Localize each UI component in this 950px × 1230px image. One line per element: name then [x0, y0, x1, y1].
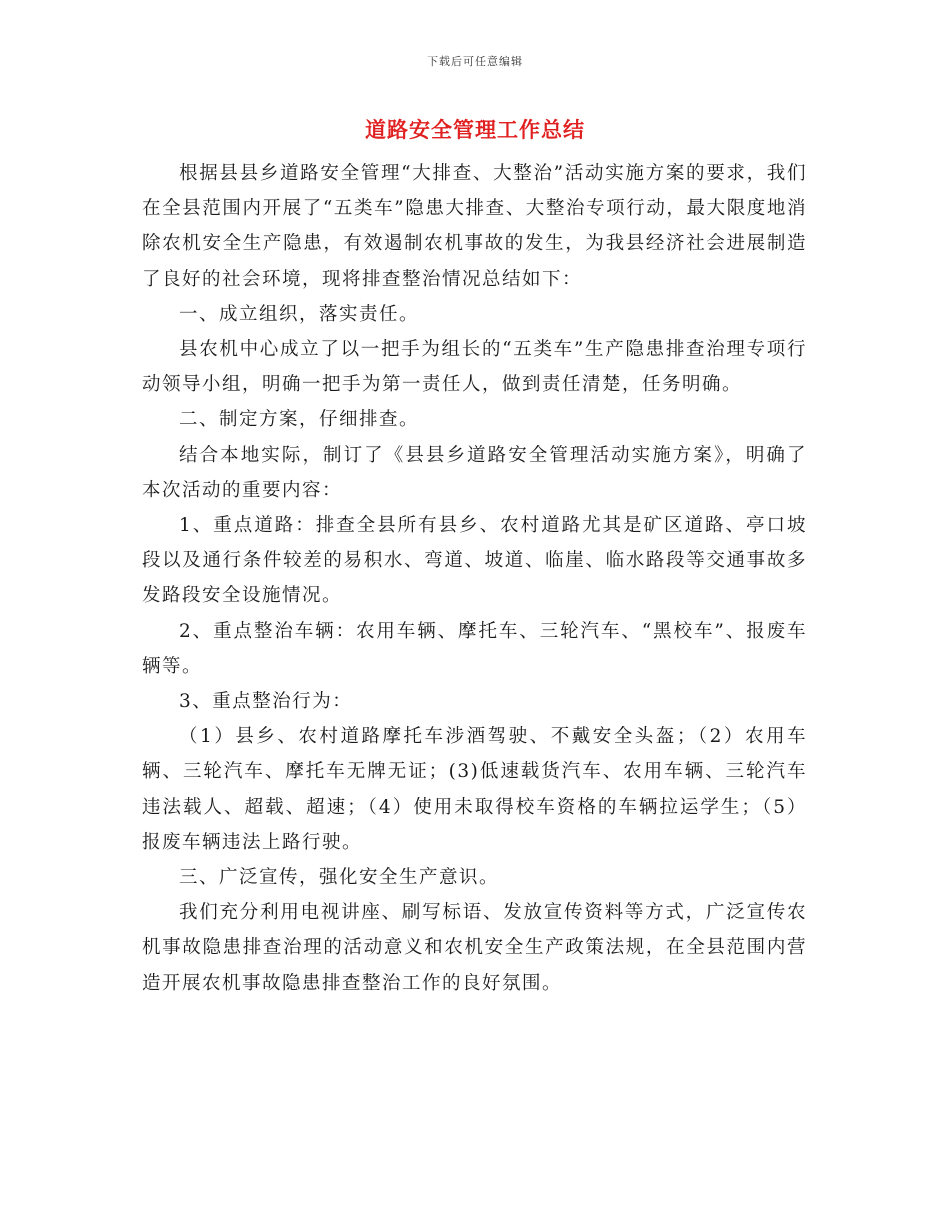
paragraph: 结合本地实际，制订了《县县乡道路安全管理活动实施方案》，明确了本次活动的重要内容：: [142, 444, 807, 501]
paragraph-behavior-details: （1）县乡、农村道路摩托车涉酒驾驶、不戴安全头盔；（2）农用车辆、三轮汽车、摩托车无牌无证；(3)低速载货汽车、农用车辆、三轮汽车违法载人、超载、超速；（4）使用未取得校车资格的车辆拉运学生；（5）报废车辆违法上路行驶。: [142, 726, 807, 853]
section-heading-2: 二、制定方案，仔细排查。: [179, 409, 420, 431]
paragraph: 县农机中心成立了以一把手为组长的“五类车”生产隐患排查治理专项行动领导小组，明确一把手为第一责任人，做到责任清楚，任务明确。: [142, 339, 807, 396]
section-heading-3: 三、广泛宣传，强化安全生产意识。: [179, 867, 500, 889]
document-title: 道路安全管理工作总结: [365, 117, 585, 142]
section-heading-1: 一、成立组织，落实责任。: [179, 303, 420, 325]
header-note: 下载后可任意编辑: [427, 55, 523, 68]
list-item-behaviors: 3、重点整治行为：: [179, 691, 353, 713]
list-item-roads: 1、重点道路：排查全县所有县乡、农村道路尤其是矿区道路、亭口坡段以及通行条件较差的易积水、弯道、坡道、临崖、临水路段等交通事故多发路段安全设施情况。: [142, 515, 807, 607]
document-body: [142, 156, 807, 1001]
paragraph: 我们充分利用电视讲座、刷写标语、发放宣传资料等方式，广泛宣传农机事故隐患排查治理的活动意义和农机安全生产政策法规，在全县范围内营造开展农机事故隐患排查整治工作的良好氛围。: [142, 902, 807, 994]
paragraph-intro: 根据县县乡道路安全管理“大排查、大整治”活动实施方案的要求，我们在全县范围内开展了“五类车”隐患大排查、大整治专项行动，最大限度地消除农机安全生产隐患，有效遏制农机事故的发生，为我县经济社会进展制造了良好的社会环境，现将排查整治情况总结如下：: [142, 163, 807, 290]
list-item-vehicles: 2、重点整治车辆：农用车辆、摩托车、三轮汽车、“黑校车”、报废车辆等。: [142, 620, 807, 677]
